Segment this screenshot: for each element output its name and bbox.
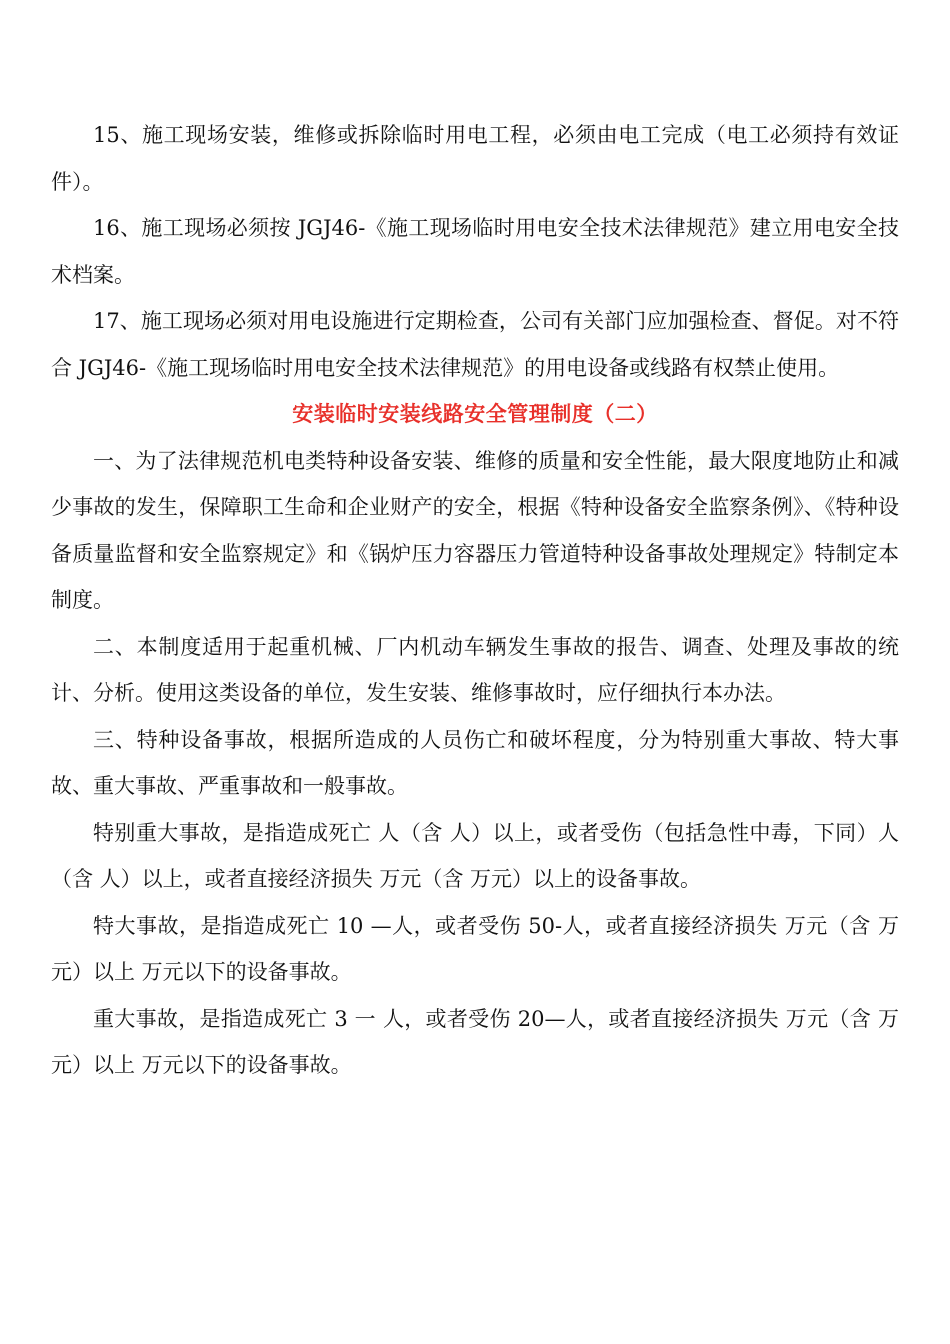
section-title: 安装临时安装线路安全管理制度（二） — [292, 402, 658, 426]
paragraph-special-major-accident: 特别重大事故，是指造成死亡 人（含 人）以上，或者受伤（包括急性中毒，下同）人（含 人）以上，或者直接经济损失 万元（含 万元）以上的设备事故。 — [51, 820, 899, 891]
paragraph-17: 17、施工现场必须对用电设施进行定期检查，公司有关部门应加强检查、督促。对不符合 JGJ46-《施工现场临时用电安全技术法律规范》的用电设备或线路有权禁止使用。 — [51, 309, 899, 380]
paragraph-16: 16、施工现场必须按 JGJ46-《施工现场临时用电安全技术法律规范》建立用电安全技术档案。 — [51, 216, 899, 287]
paragraph-two: 二、本制度适用于起重机械、厂内机动车辆发生事故的报告、调查、处理及事故的统计、分析。使用这类设备的单位，发生安装、维修事故时，应仔细执行本办法。 — [51, 634, 899, 705]
paragraph-three: 三、特种设备事故，根据所造成的人员伤亡和破坏程度，分为特别重大事故、特大事故、重大事故、严重事故和一般事故。 — [51, 727, 899, 798]
paragraph-15: 15、施工现场安装，维修或拆除临时用电工程，必须由电工完成（电工必须持有效证件）。 — [51, 123, 899, 194]
document-page — [51, 112, 899, 1089]
paragraph-extra-major-accident: 特大事故，是指造成死亡 10 —人，或者受伤 50-人，或者直接经济损失 万元（含 万元）以上 万元以下的设备事故。 — [51, 913, 899, 984]
paragraph-major-accident: 重大事故，是指造成死亡 3 一 人，或者受伤 20—人，或者直接经济损失 万元（含 万元）以上 万元以下的设备事故。 — [51, 1006, 899, 1077]
paragraph-one: 一、为了法律规范机电类特种设备安装、维修的质量和安全性能，最大限度地防止和减少事故的发生，保障职工生命和企业财产的安全，根据《特种设备安全监察条例》、《特种设备质量监督和安全监察规定》和《锅炉压力容器压力管道特种设备事故处理规定》特制定本制度。 — [51, 448, 899, 612]
